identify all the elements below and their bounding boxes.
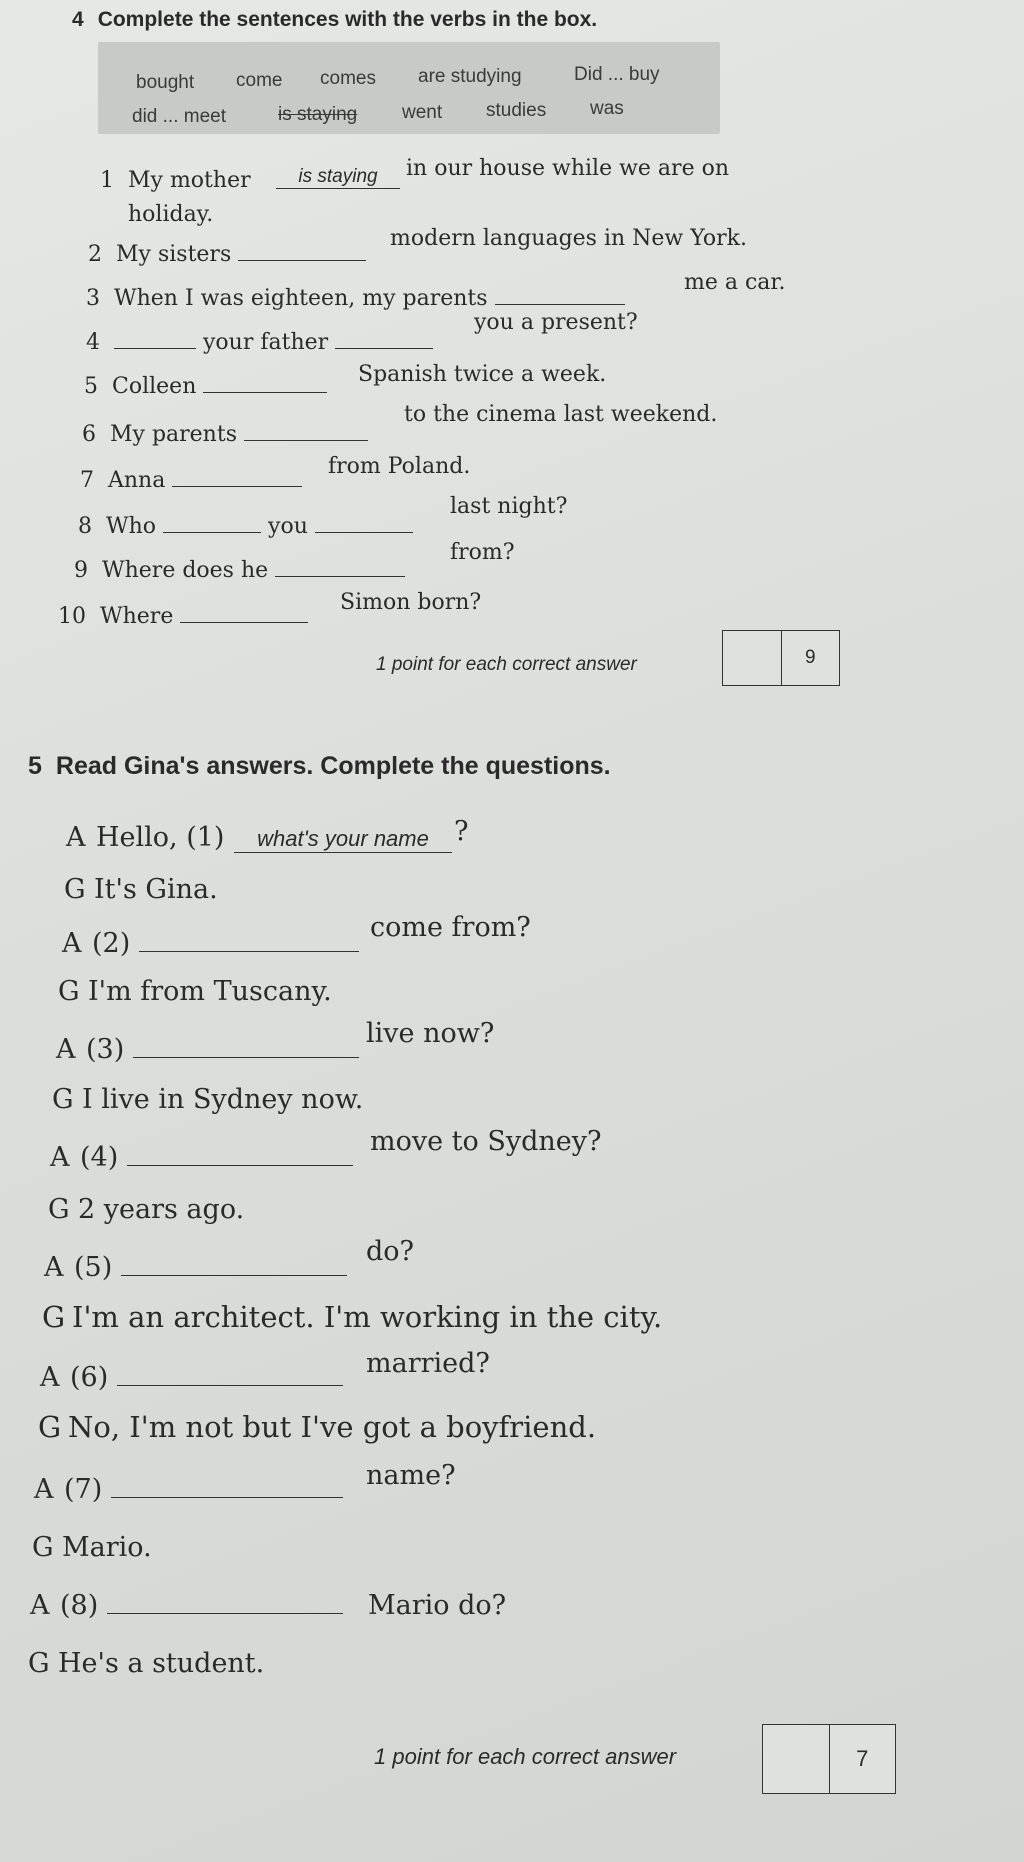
sentence-text: your father <box>203 330 329 355</box>
score-entry-cell[interactable] <box>763 1725 830 1793</box>
dialogue-1-answer: what's your name <box>234 826 452 853</box>
sentence-text: last night? <box>450 494 568 519</box>
sentence-text: you <box>268 514 308 539</box>
exercise-4-max-points: 9 <box>804 647 816 668</box>
sentence-text: holiday. <box>128 202 214 227</box>
speaker-g: G <box>58 976 80 1007</box>
dialogue-line-g4 <box>48 1194 244 1225</box>
sentence-text: My mother <box>128 168 251 193</box>
line-text: (3) <box>86 1034 125 1065</box>
answer-blank[interactable] <box>133 1039 359 1058</box>
verb-word: did ... meet <box>132 106 226 127</box>
exercise-4-heading <box>72 8 597 32</box>
speaker-a: A <box>30 1590 50 1621</box>
line-text: (5) <box>74 1252 113 1283</box>
line-text: No, I'm not but I've got a boyfriend. <box>68 1410 597 1444</box>
line-text: (8) <box>60 1590 99 1621</box>
dialogue-line-a1 <box>66 822 224 853</box>
sentence-text: My sisters <box>116 242 232 267</box>
line-text: (4) <box>80 1142 119 1173</box>
speaker-g: G <box>38 1410 62 1444</box>
sentence-2 <box>88 242 366 267</box>
exercise-4-title: Complete the sentences with the verbs in the box. <box>97 8 598 31</box>
line-text: name? <box>366 1460 456 1491</box>
line-text: I'm from Tuscany. <box>88 976 332 1007</box>
verb-word: come <box>236 70 283 91</box>
answer-blank[interactable] <box>163 514 261 533</box>
exercise-5-score-label: 1 point for each correct answer <box>374 1744 677 1769</box>
answer-blank[interactable] <box>203 374 327 393</box>
answer-blank[interactable] <box>117 1367 343 1386</box>
sentence-6 <box>82 422 368 447</box>
sentence-number: 10 <box>58 604 86 629</box>
sentence-3 <box>86 286 625 311</box>
line-text: do? <box>366 1236 415 1267</box>
sentence-text: from Poland. <box>328 454 471 479</box>
sentence-text: Where does he <box>102 558 269 583</box>
verb-word: studies <box>486 100 547 121</box>
exercise-5-title: Read Gina's answers. Complete the questions. <box>55 752 611 780</box>
line-text: I'm an architect. I'm working in the city. <box>72 1300 663 1334</box>
verb-word: was <box>590 98 624 119</box>
dialogue-line-g1 <box>64 874 218 905</box>
sentence-number: 9 <box>74 558 88 583</box>
sentence-text: to the cinema last weekend. <box>404 402 718 427</box>
sentence-number: 3 <box>86 286 100 311</box>
dialogue-line-a3 <box>56 1034 359 1065</box>
dialogue-line-g5 <box>42 1300 662 1334</box>
line-text: Mario. <box>62 1532 152 1563</box>
speaker-g: G <box>52 1084 74 1115</box>
dialogue-line-a4 <box>50 1142 353 1173</box>
exercise-5-heading <box>28 752 611 781</box>
sentence-text: Simon born? <box>340 590 482 615</box>
sentence-text: Spanish twice a week. <box>358 362 607 387</box>
sentence-9 <box>74 558 405 583</box>
dialogue-line-g6 <box>38 1410 596 1444</box>
speaker-a: A <box>62 928 82 959</box>
line-text: ? <box>454 816 469 847</box>
line-text: (7) <box>64 1474 103 1505</box>
speaker-a: A <box>50 1142 70 1173</box>
answer-blank[interactable] <box>127 1147 353 1166</box>
line-text: It's Gina. <box>94 874 218 905</box>
answer-blank[interactable] <box>238 242 366 261</box>
speaker-a: A <box>40 1362 60 1393</box>
answer-blank[interactable] <box>244 422 368 441</box>
sentence-10 <box>58 604 308 629</box>
answer-blank[interactable] <box>139 933 359 952</box>
line-text: 2 years ago. <box>78 1194 245 1225</box>
sentence-8 <box>78 514 413 539</box>
line-text: I live in Sydney now. <box>82 1084 364 1115</box>
dialogue-line-a5 <box>44 1252 347 1283</box>
speaker-a: A <box>34 1474 54 1505</box>
sentence-number: 8 <box>78 514 92 539</box>
sentence-number: 7 <box>80 468 94 493</box>
exercise-5-number: 5 <box>28 752 42 780</box>
answer-blank[interactable] <box>335 330 433 349</box>
exercise-4-number: 4 <box>72 8 84 31</box>
answer-blank[interactable] <box>107 1595 343 1614</box>
answer-blank[interactable] <box>172 468 302 487</box>
line-text: (6) <box>70 1362 109 1393</box>
line-text: Hello, (1) <box>96 822 225 853</box>
sentence-text: Who <box>106 514 157 539</box>
line-text: He's a student. <box>58 1648 265 1679</box>
answer-blank[interactable] <box>315 514 413 533</box>
verb-word: went <box>402 102 443 123</box>
sentence-text: from? <box>450 540 515 565</box>
verb-word-used: is staying <box>278 104 358 125</box>
exercise-4-score-box <box>722 630 840 686</box>
sentence-1-answer: is staying <box>276 166 400 189</box>
line-text: move to Sydney? <box>370 1126 602 1157</box>
score-entry-cell[interactable] <box>723 631 782 685</box>
verb-word: bought <box>136 72 195 93</box>
sentence-text: My parents <box>110 422 237 447</box>
dialogue-line-g8 <box>28 1648 264 1679</box>
exercise-4-score-label: 1 point for each correct answer <box>376 654 637 675</box>
speaker-g: G <box>48 1194 70 1225</box>
dialogue-line-a6 <box>40 1362 343 1393</box>
sentence-number: 6 <box>82 422 96 447</box>
dialogue-line-g2 <box>58 976 332 1007</box>
sentence-7 <box>80 468 302 493</box>
sentence-text: you a present? <box>474 310 638 335</box>
verb-box <box>98 42 720 134</box>
dialogue-line-a7 <box>34 1474 343 1505</box>
sentence-text: Colleen <box>112 374 197 399</box>
sentence-number: 1 <box>100 168 114 193</box>
dialogue-line-g3 <box>52 1084 363 1115</box>
speaker-a: A <box>56 1034 76 1065</box>
sentence-number: 2 <box>88 242 102 267</box>
sentence-text: When I was eighteen, my parents <box>114 286 488 311</box>
sentence-text: modern languages in New York. <box>390 226 747 251</box>
sentence-1 <box>100 168 251 193</box>
speaker-g: G <box>64 874 86 905</box>
speaker-a: A <box>66 822 86 853</box>
sentence-number: 4 <box>86 330 100 355</box>
verb-word: Did ... buy <box>574 64 660 85</box>
exercise-5-max-points: 7 <box>856 1746 869 1771</box>
speaker-g: G <box>28 1648 50 1679</box>
speaker-g: G <box>42 1300 66 1334</box>
sentence-4 <box>86 330 433 355</box>
answer-blank[interactable] <box>180 604 308 623</box>
answer-blank[interactable] <box>114 330 196 349</box>
answer-blank[interactable] <box>121 1257 347 1276</box>
line-text: live now? <box>366 1018 495 1049</box>
speaker-a: A <box>44 1252 64 1283</box>
verb-word: are studying <box>418 66 522 87</box>
sentence-text: Anna <box>108 468 166 493</box>
sentence-text: Where <box>100 604 174 629</box>
verb-word: comes <box>320 68 376 89</box>
exercise-5-score-box <box>762 1724 896 1794</box>
line-text: come from? <box>370 912 531 943</box>
sentence-text: in our house while we are on <box>406 156 729 181</box>
answer-blank[interactable] <box>275 558 405 577</box>
speaker-g: G <box>32 1532 54 1563</box>
dialogue-line-a8 <box>30 1590 343 1621</box>
answer-blank[interactable] <box>495 286 625 305</box>
sentence-5 <box>84 374 327 399</box>
line-text: (2) <box>92 928 131 959</box>
dialogue-line-a2 <box>62 928 359 959</box>
dialogue-line-g7 <box>32 1532 152 1563</box>
line-text: Mario do? <box>368 1590 507 1621</box>
sentence-number: 5 <box>84 374 98 399</box>
line-text: married? <box>366 1348 490 1379</box>
answer-blank[interactable] <box>111 1479 343 1498</box>
sentence-text: me a car. <box>684 270 786 295</box>
